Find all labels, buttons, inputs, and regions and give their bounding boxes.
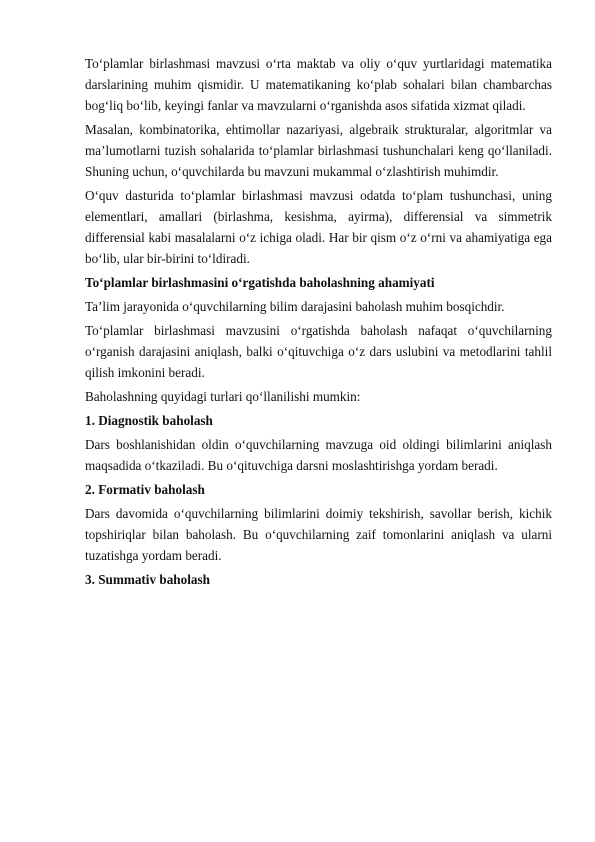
paragraph-diagnostic: Dars boshlanishidan oldin o‘quvchilarning mavzuga oid oldingi bilimlarini aniqlash maqsadida o‘tkaziladi. Bu o‘qituvchiga darsni moslashtirishga yordam beradi. [85,437,552,473]
paragraph-curriculum: O‘quv dasturida to‘plamlar birlashmasi mavzusi odatda to‘plam tushunchasi, uning elementlari, amallari (birlashma, kesishma, ayirma), differensial va simmetrik differensial kabi masalalarni o‘z ichiga oladi. Har bir qism o‘z o‘rni va ahamiyatiga ega bo‘lib, ular bir-birini to‘ldiradi. [85,188,552,266]
paragraph-formative: Dars davomida o‘quvchilarning bilimlarini doimiy tekshirish, savollar berish, kichik topshiriqlar bilan baholash. Bu o‘quvchilarning zaif tomonlarini aniqlash va ularni tuzatishga yordam beradi. [85,506,552,563]
paragraph-intro: To‘plamlar birlashmasi mavzusi o‘rta maktab va oliy o‘quv yurtlaridagi matematika darslarining muhim qismidir. U matematikaning ko‘plab sohalari bilan chambarchas bog‘liq bo‘lib, keyingi fanlar va mavzularni o‘rganishda asos sifatida xizmat qiladi. [85,56,552,113]
heading-formative: 2. Formativ baholash [85,482,205,497]
section-heading-assessment: To‘plamlar birlashmasini o‘rgatishda baholashning ahamiyati [85,275,435,290]
paragraph-applications: Masalan, kombinatorika, ehtimollar nazariyasi, algebraik strukturalar, algoritmlar va ma’lumotlarni tuzish sohalarida to‘plamlar birlashmasi tushunchalari keng qo‘llaniladi. Shuning uchun, o‘quvchilarda bu mavzuni mukammal o‘zlashtirish muhimdir. [85,122,552,179]
heading-summative: 3. Summativ baholash [85,572,210,587]
paragraph-assessment-intro: Ta’lim jarayonida o‘quvchilarning bilim darajasini baholash muhim bosqichdir. [85,299,505,314]
heading-diagnostic: 1. Diagnostik baholash [85,413,213,428]
document-page [85,53,552,593]
paragraph-assessment-purpose: To‘plamlar birlashmasi mavzusini o‘rgatishda baholash nafaqat o‘quvchilarning o‘rganish darajasini aniqlash, balki o‘qituvchiga o‘z dars uslubini va metodlarini tahlil qilish imkonini beradi. [85,323,552,380]
paragraph-assessment-types: Baholashning quyidagi turlari qo‘llanilishi mumkin: [85,389,361,404]
